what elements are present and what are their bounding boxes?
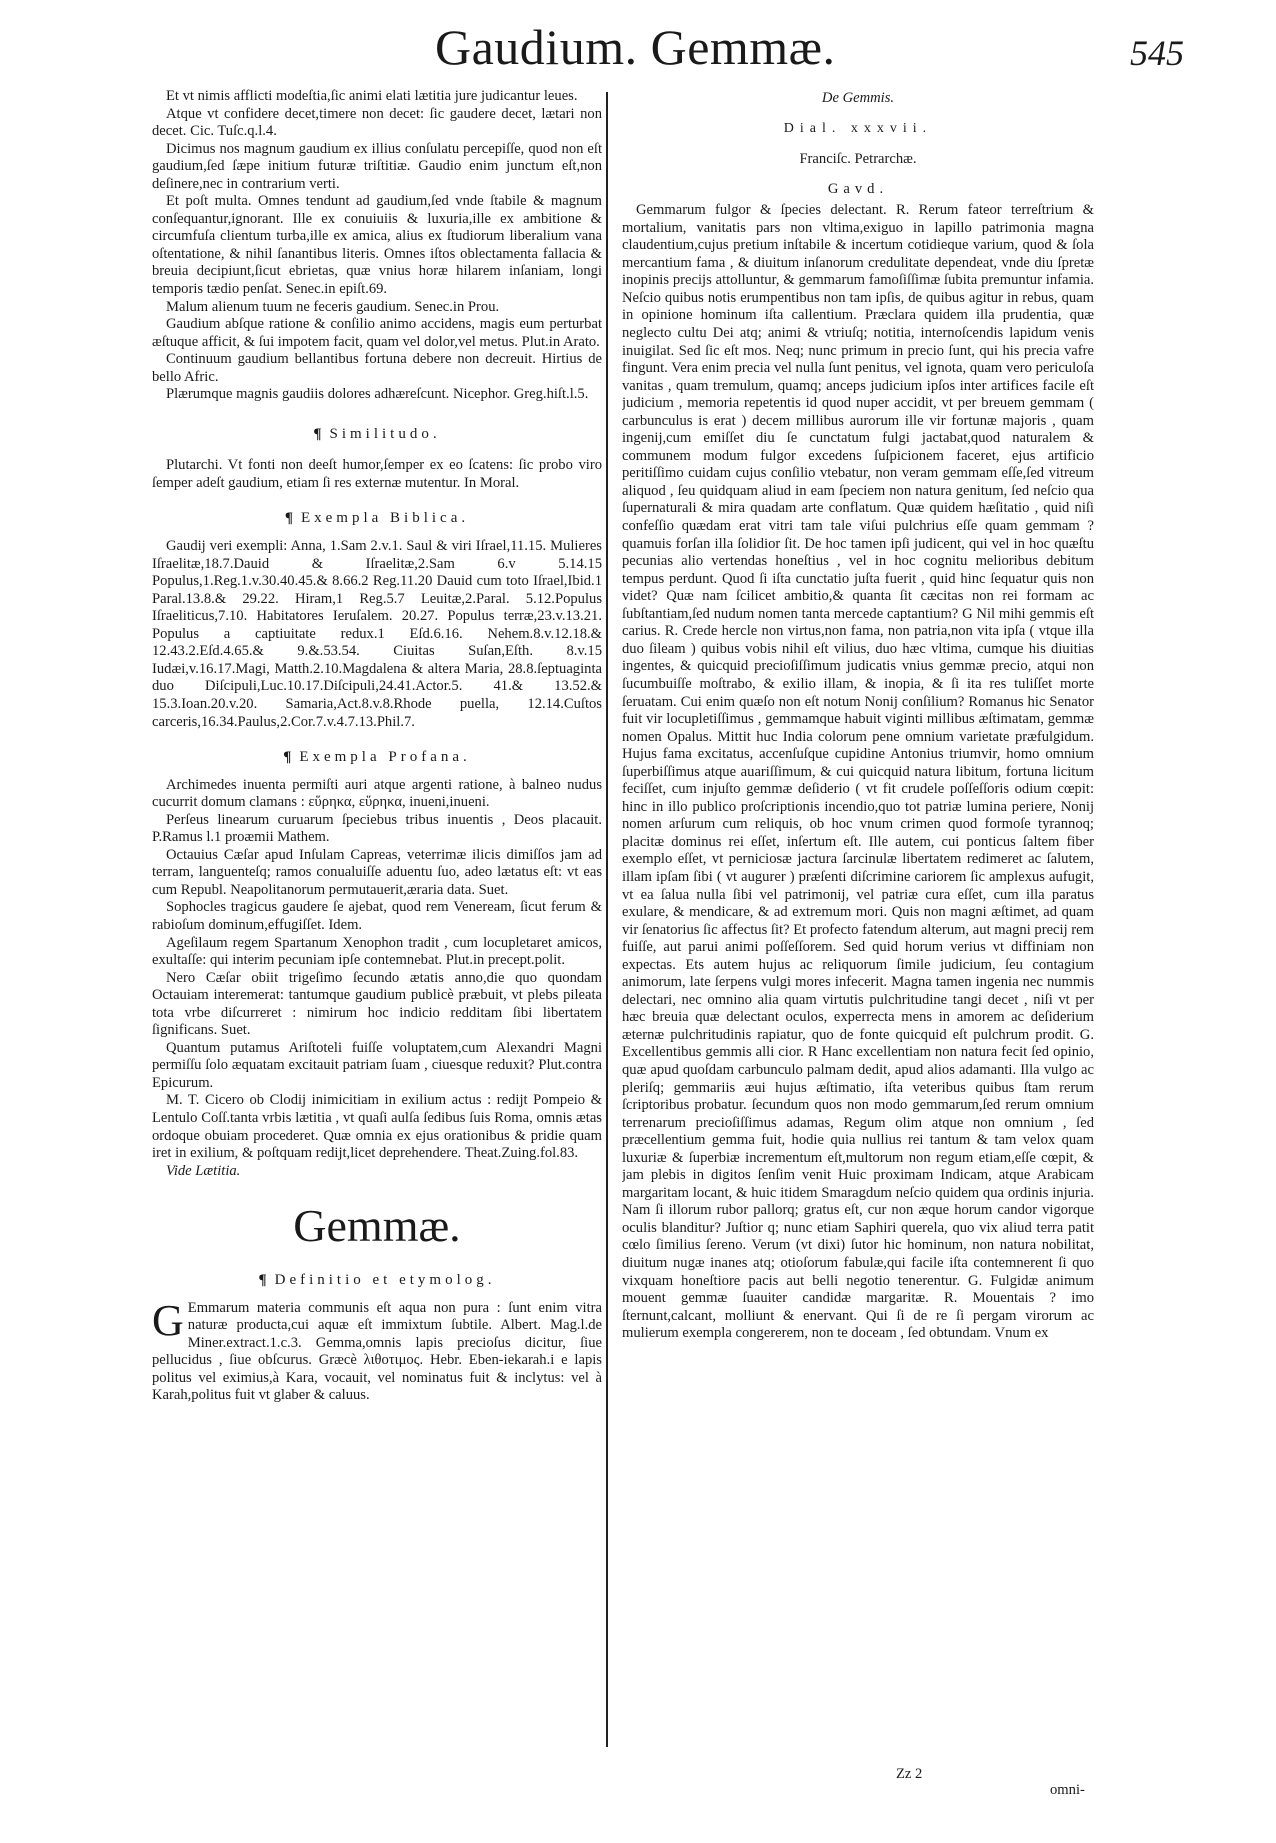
chapter-title: Gemmæ. — [293, 1200, 461, 1252]
running-title: Gaudium. Gemmæ. — [435, 19, 836, 75]
paragraph: Octauius Cæſar apud Inſulam Capreas, veterrimæ ilicis dimiſſos jam ad terram, languenteſq; ramos conualuiſſe aduentu ſuo, adeo lætatus eſt: vt eas cum Republ. Neapolitanorum permutauerit,æraria data. Suet. — [152, 846, 602, 898]
section-heading-text: Exempla Profana. — [299, 749, 471, 766]
drop-capital: G — [152, 1295, 184, 1345]
pilcrow-icon: ¶ — [283, 749, 292, 766]
left-column — [152, 88, 602, 1808]
paragraph: Malum alienum tuum ne feceris gaudium. Senec.in Prou. — [166, 298, 500, 315]
speaker-label: Gavd. — [827, 180, 889, 197]
paragraph: Gemmarum fulgor & ſpecies delectant. R. Rerum fateor terreſtrium & mortalium, vanitatis pars non vltima,exiguo in lapillo patrimonia magna claudentium,cujus pretium inſtabile & incertum cotidieque varium, quod & ſola mercantium fama , & diuitum inſanorum credulitate dependeat, vnde diu ſpretæ inopinis precijs attolluntur, & gemmarum famoſiſſimæ ſubita premuntur infamia. Neſcio quibus notis erumpentibus non tam ipſis, de quibus agitur in rebus, quam in opinione hominum iſta callentium. Præclara quidem illa prudentia, quæ neglecto cultu Dei atq; animi & vtriuſq; notitia, internoſcendis lapidum venis inuigilat. Sed ſic eſt mos. Neq; nunc primum in precio ſunt, qui his precia vafre fingunt. Vera enim precia vel nulla ſunt penitus, vel ignota, quam vero periculoſa vanitas , quam tremulum, quamq; anceps judicium ipſos inter artifices facile eſt judicium , memoria repetentis id quod nuper accidit, vt per breuem gemmam ( carbunculus is erat ) decem millibus aurorum ille vir fortunæ majoris , quam ingenij,cum emiſſet diu ſe cunctatum fulgi jactabat,quod naturalem & communem modum fulgor excedens ſuſpicionem faceret, ejus artificio peritiſſimo cuidam cujus conſilio vtebatur, non veram gemmam eſſe,ſed vitreum aliquod , ſeu quidquam aliud in eam ſpeciem non natura genitum, ſed neſcio qua ſupernaturali & mira quadam arte conflatum. Quæ quidem hæſitatio , quid niſi confeſſio quædam erat vitri tam tale viſui pulchrius eſſe quam gemmam ? quamuis forſan illa ſolidior ſit. De hoc tamen ipſi judicent, qui vel in hoc quæſtu pecunias alio vertendas honeſtius , vel in hoc cognitu melioribus debitum tempus perdunt. Quod ſi iſta cunctatio juſta fuerit , quid hinc ſequatur quis non videt? Quæ nam ſcilicet ambitio,& quanta ſit cæcitas non rei formam ac ſubſtantiam,ſed nudum nomen tanta mercede captantium? G Nil mihi gemmis eſt carius. R. Crede hercle non virtus,non fama, non patria,non vita ipſa ( vtque illa duo ſileam ) quibus vobis nihil eſt vilius, duo hæc vltima, cumque his diuitias ingentes, & quicquid precioſiſſimum judicatis vnius gemmæ precio, atqui non ſucumbuiſſe moſtrabo, & exilio illam, & inopia, & ſi ita res tuliſſet morte ſeruatam. Cui enim quæſo non eſt notum Nonij conſilium? Romanus hic Senator fuit vir locupletiſſimus , gemmamque habuit viginti millibus æſtimatam, gemmæ nomen Opalus. Mittit huc India colorum pene omnium varietate præfulgidum. Hujus fama excitatus, accenſuſque cupidine Antonius triumvir, homo omnium ſuperbiſſimus atque auariſſimum, & cui quicquid natura libitum, fortuna licitum feciſſet, cum injuſto gemmæ deſiderio ( vt fit crudele poſſeſſoris odium cœpit: hinc in illo publico proſcriptionis incendio,quo tot patriæ lumina periere, Nonij nomen arſurum cum reliquis, ob hoc vnum crimen quod formoſe tyrannoq; placitæ dominus rei eſſet, inſertum eſt. Ille autem, cui ponticus ſaltem fiber exemplo eſſet, vt perniciosæ jactura ſarcinulæ libertatem redimeret ac ſalutem, illam ipſam ſibi ( vt augurer ) præſenti diſcrimine cariorem ſic amplexus aufugit, vt ea ſalua nulla ſibi vel patrimonij, vel patriæ cura eſſet, cum illa paratus exulare, & mendicare, & ad extremum mori. Quis non magni æſtimet, ad quam vir ſenatorius ſic affectus ſit? Et profecto fatendum alterum, aut magni precij rem fuiſſe, aut parui animi poſſeſſorem. Sed quid horum verius vt diffiniam non expectas. Ets autem hujus ac reliquorum ſimile judicium, ſeu contagium animorum, late ſerpens vulgi mores infecerit. Magna tamen ingenia nec nummis delectari, nec omnino alia quam virtutis pulchritudine tangi decet , niſi vt per hæc breuia quæ delectant oculos, experrecta mens in amorem ac deſiderium æternæ pulchritudinis rapiatur, quo de fonte quicquid eſt pulchrum prodit. G. Excellentibus gemmis alli cior. R Hanc excellentiam non natura fecit ſed opinio, quæ apud quoſdam carbunculo palmam dedit, apud alios adamanti. Illa vulgo ac pleriſq; gemmariis æui hujus æſtimatio, iſta veteribus quibus ſtam rerum ſcriptoribus probatur. ſecundum quos non modo gemmarum,ſed rerum omnium terrenarum precioſiſſimus adamas, Regum olim atque non omnium , ſed præcellentium gemma fuit, hodie quia nullius rei tantum & tam velox quam luxuriæ & ſuperbiæ incrementum eſt,multorum non regum etiam,eſſe cœpit, & jam plebis in digitos ſenſim venit Huic proximam Indicam, atque Arabicam margaritam locant, & huic itidem Smaragdum neſcio quidem qua ordinis injuria. Nam ſi illorum rubor pallorq; gratus eſt, cur non æque horum candor vigorque oculis blanditur? Juſtior q; nunc etiam Saphiri querela, quo vix aliud terra patit cœlo ſimilius ſereno. Verum (vt dixi) ſutor hic hominum, non natura nobilitat, diuitum nugæ inanes atq; otioſorum fabulæ,qui facile iſta contemnerent ſi quo vixquam honeſtiore pacis aut belli negotio tenerentur. G. Fulgidæ animum mouent gemmæ ſuauiter candidæ margaritæ. R. Mouentais ? imo ſternunt,calcant, molliunt & enervant. Qui ſi de re ſi pergam virorum ac mulierum exempla congererem, non te doceam , ſed obtundam. Vnum ex — [622, 202, 1094, 1342]
paragraph: Nero Cæſar obiit trigeſimo ſecundo ætatis anno,die quo quondam Octauiam interemerat: tantumque gaudium publicè præbuit, vt plebs pileata tota vrbe diſcurreret : nimirum hoc indicio redditam ſibi libertatem ſignificans. Suet. — [152, 969, 602, 1039]
paragraph: Et poſt multa. Omnes tendunt ad gaudium,ſed vnde ſtabile & magnum conſequantur,ignorant. Ille ex conuiuiis & luxuria,ille ex ambitione & circumfuſa clientum turba,ille ex amica, alius ex ſtudiorum liberalium vana oſtentatione, & nihil ſanantibus literis. Omnes iſtos oblectamenta fallacia & breuia decipiunt,ſicut ebrietas, quæ vnius horæ hilarem inſaniam, longi temporis tædio penſat. Senec.in epiſt.69. — [152, 193, 602, 298]
section-heading-definitio — [152, 1272, 602, 1290]
dialogue-number: Dial. xxxvii. — [783, 120, 933, 136]
paragraph: Perſeus linearum curuarum ſpeciebus tribus inuentis , Deos placauit. P.Ramus l.1 proæmii Mathem. — [152, 811, 602, 846]
paragraph: M. T. Cicero ob Clodij inimicitiam in exilium actus : redijt Pompeio & Lentulo Coſſ.tanta vrbis lætitia , vt quaſi aulſa ſedibus ſuis Roma, omnis ætas ordoque obuiam procederet. Quæ omnia ex ejus orationibus & pridie quam iret in exilium, & poſtquam redijt,licet deprehendere. Theat.Zuing.fol.83. — [152, 1092, 602, 1162]
paragraph: Sophocles tragicus gaudere ſe ajebat, quod rem Veneream, ſicut ferum & rabioſum dominum,effugiſſet. Idem. — [152, 899, 602, 933]
pilcrow-icon: ¶ — [258, 1272, 267, 1289]
paragraph: Ageſilaum regem Spartanum Xenophon tradit , cum locupletaret amicos, exultaſſe: qui interim pecuniam ipſe contemnebat. Plut.in precept.polit. — [152, 934, 602, 969]
section-heading-exempla-profana — [152, 749, 602, 767]
catchword: omni- — [1050, 1782, 1085, 1798]
column-rule — [606, 92, 608, 1747]
cross-reference: Vide Lætitia. — [166, 1162, 241, 1179]
paragraph — [152, 1295, 602, 1405]
section-gloss: De Gemmis. — [821, 90, 895, 106]
paragraph: Gaudium abſque ratione & conſilio animo accidens, magis eum perturbat æſtuque afficit, & ſui impotem facit, quam vel dolor,vel metus. Plut.in Arato. — [152, 316, 602, 350]
paragraph: Plutarchi. Vt fonti non deeſt humor,ſemper ex eo ſcatens: ſic probo viro ſemper adeſt gaudium, etiam ſi res externæ mutentur. In Moral. — [152, 457, 602, 491]
paragraph: Continuum gaudium bellantibus fortuna debere non decreuit. Hirtius de bello Afric. — [152, 351, 602, 385]
section-heading-exempla-biblica — [152, 510, 602, 528]
section-heading-text: Definitio et etymolog. — [274, 1272, 496, 1289]
paragraph: Plærumque magnis gaudiis dolores adhæreſcunt. Nicephor. Greg.hiſt.l.5. — [166, 386, 589, 403]
page-number: 545 — [1130, 33, 1184, 73]
paragraph: Archimedes inuenta permiſti auri atque argenti ratione, à balneo nudus cucurrit domum clamans : εὕρηκα, εὕρηκα, inueni,inueni. — [152, 776, 602, 811]
author-line: Franciſc. Petrarchæ. — [799, 151, 917, 168]
right-column — [622, 88, 1094, 1828]
paragraph-text: Emmarum materia communis eſt aqua non pura : ſunt enim vitra naturæ producta,cui aquæ eſt immixtum ſubtile. Albert. Mag.l.de Miner.extract.1.c.3. Gemma,omnis lapis precioſus dicitur, ſiue pellucidus , ſiue obſcurus. Græcè λιθοτιμος. Hebr. Eben-iekarah.i e lapis politus vel eximius,à Kara, vocauit, vel nominatus fuit & inclytus: vel à Karah,politus fuit vt glaber & caluus. — [152, 1299, 602, 1404]
paragraph: Atque vt confidere decet,timere non decet: ſic gaudere decet, lætari non decet. Cic. Tuſc.q.l.4. — [152, 105, 602, 140]
paragraph: Quantum putamus Ariſtoteli fuiſſe voluptatem,cum Alexandri Magni permiſſu ſolo æquatam excitauit patriam ſuam , ciuesque reduxit? Plut.contra Epicurum. — [152, 1039, 602, 1091]
paragraph: Et vt nimis afflicti modeſtia,ſic animi elati lætitia jure judicantur leues. — [166, 88, 578, 104]
section-heading-text: Exempla Biblica. — [300, 510, 470, 527]
pilcrow-icon: ¶ — [313, 425, 322, 442]
section-heading-text: Similitudo. — [329, 425, 441, 442]
section-heading-similitudo — [152, 426, 602, 444]
signature-mark: Zz 2 — [896, 1766, 923, 1782]
paragraph: Gaudij veri exempli: Anna, 1.Sam 2.v.1. Saul & viri Iſrael,11.15. Mulieres Iſraelitæ,18.7.Dauid & Iſraelitæ,2.Sam 6.v 5.14.15 Populus,1.Reg.1.v.30.40.45.& 8.66.2 Reg.11.20 Dauid cum toto Iſrael,Ibid.1 Paral.13.8.& 29.22. Hiram,1 Reg.5.7 Leuitæ,2.Paral. 5.12.Populus Iſraeliticus,7.10. Habitatores Ieruſalem. 20.27. Populus terræ,23.v.13.21. Populus a captiuitate redux.1 Eſd.6.16. Nehem.8.v.12.18.& 12.43.2.Eſd.4.65.& 9.&.53.54. Ciuitas Suſan,Eſth. 8.v.15 Iudæi,v.16.17.Magi, Matth.2.10.Magdalena & altera Maria, 28.8.ſeptuaginta duo Diſcipuli,Luc.10.17.Diſcipuli,24.41.Actor.5. 41.& 13.52.& 15.3.Ioan.20.v.20. Samaria,Act.8.v.8.Rhode puella, 12.14.Cuſtos carceris,16.34.Paulus,2.Cor.7.v.4.7.13.Phil.7. — [152, 538, 602, 730]
paragraph: Dicimus nos magnum gaudium ex illius conſulatu percepiſſe, quod non eſt gaudium,ſed ſæpe initium futuræ triſtitiæ. Gaudio enim junctum eſt,non deſinere,nec in contrarium verti. — [152, 140, 602, 192]
pilcrow-icon: ¶ — [284, 510, 293, 527]
